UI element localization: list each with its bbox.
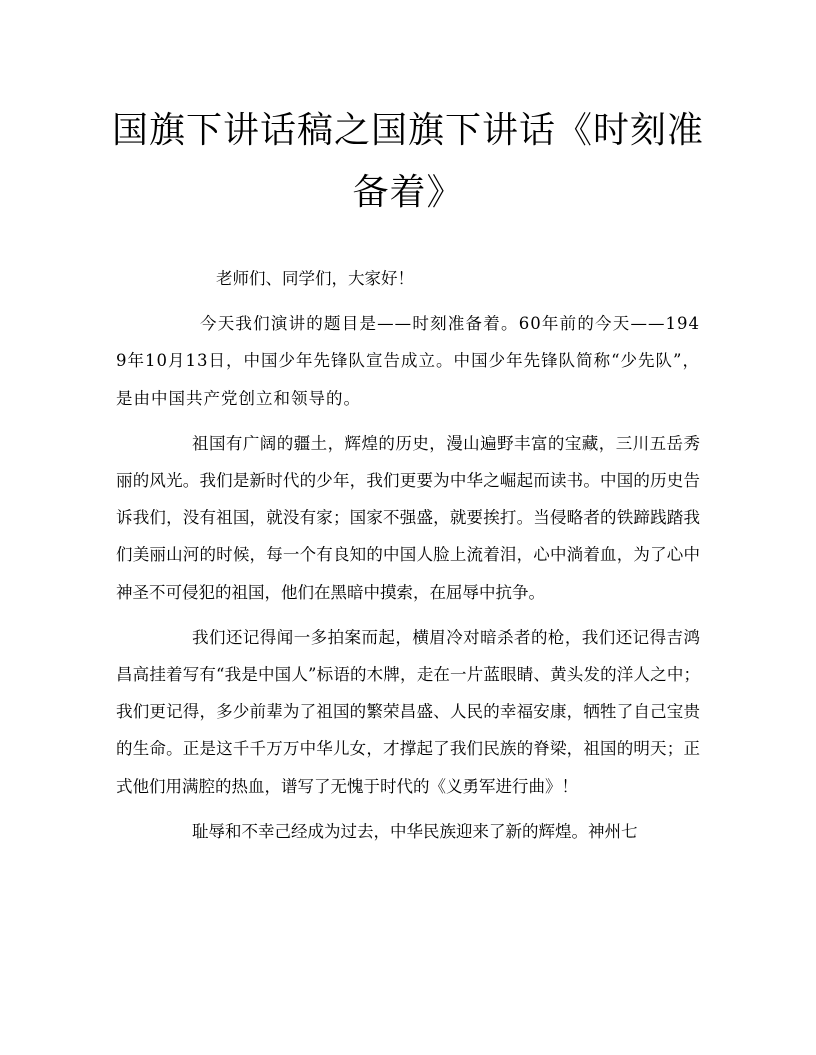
paragraph-future: 耻辱和不幸己经成为过去，中华民族迎来了新的辉煌。神州七 <box>192 821 638 841</box>
paragraph-spacer <box>116 417 700 425</box>
paragraph-remember: 我们还记得闻一多拍案而起，横眉冷对暗杀者的枪，我们还记得吉鸿昌高挂着写有“我是中国人”标语的木牌，走在一片蓝眼睛、黄头发的洋人之中；我们更记得，多少前辈为了祖国的繁荣昌盛、人民的幸福安康，牺牲了自己宝贵的生命。正是这千千万万中华儿女，才撑起了我们民族的脊梁，祖国的明天；正式他们用满腔的热血，谱写了无愧于时代的《义勇军进行曲》！ <box>116 627 700 796</box>
paragraph-intro: 今天我们演讲的题目是——时刻准备着。60年前的今天——1949年10月13日，中国少年先锋队宣告成立。中国少年先锋队简称“少先队”，是由中国共产党创立和领导的。 <box>116 314 700 408</box>
paragraph-greeting: 老师们、同学们，大家好！ <box>216 269 414 288</box>
document-body <box>116 260 700 850</box>
document-title: 国旗下讲话稿之国旗下讲话《时刻准备着》 <box>111 110 704 213</box>
paragraph-spacer <box>116 297 700 305</box>
paragraph-spacer <box>116 611 700 619</box>
paragraph-motherland: 祖国有广阔的疆土，辉煌的历史，漫山遍野丰富的宝藏，三川五岳秀丽的风光。我们是新时代的少年，我们更要为中华之崛起而读书。中国的历史告诉我们，没有祖国，就没有家；国家不强盛，就要挨打。当侵略者的铁蹄践踏我们美丽山河的时候，每一个有良知的中国人脸上流着泪，心中淌着血，为了心中神圣不可侵犯的祖国，他们在黑暗中摸索，在屈辱中抗争。 <box>116 433 700 602</box>
paragraph-spacer <box>116 805 700 813</box>
